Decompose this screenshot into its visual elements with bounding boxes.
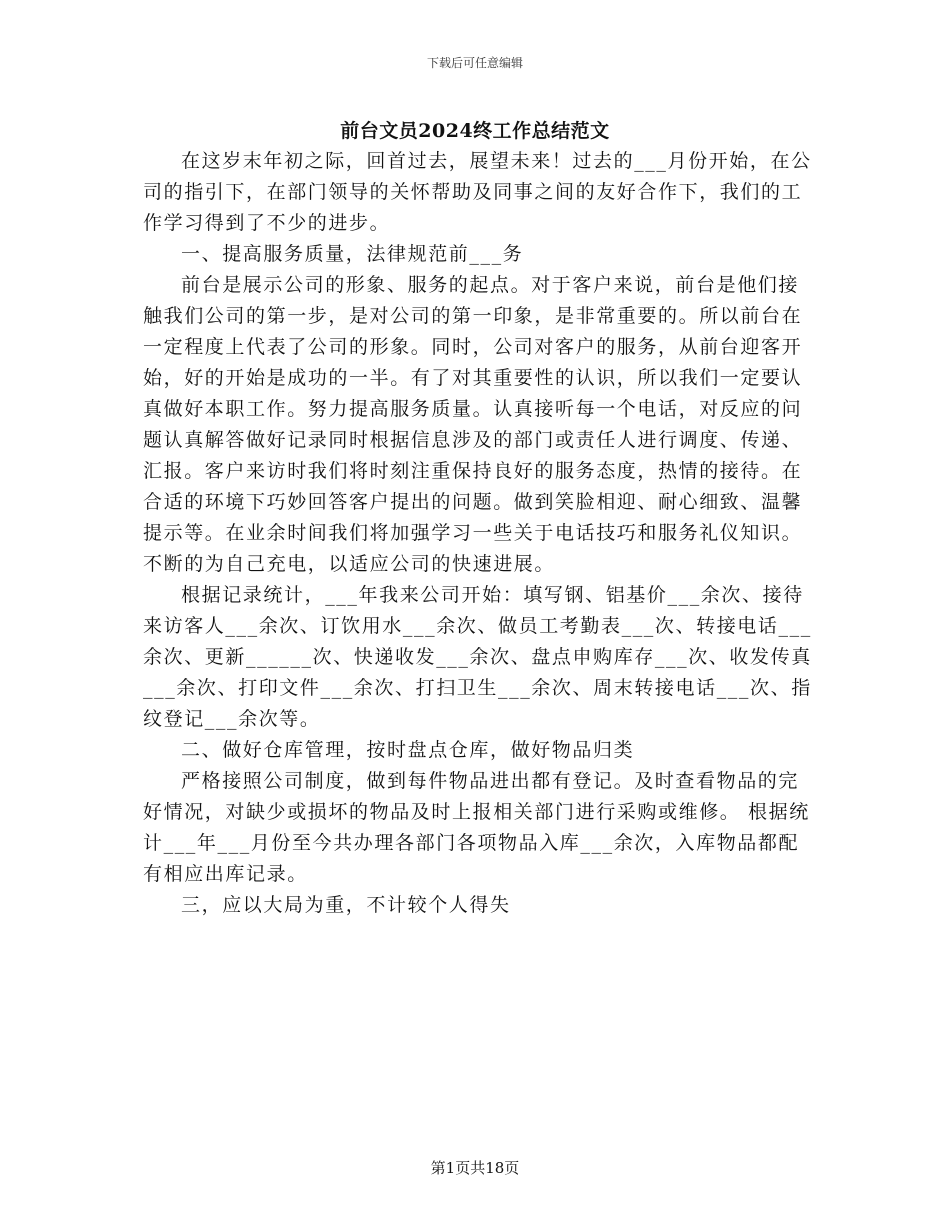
paragraph-statistics: 根据记录统计，___年我来公司开始：填写钢、铝基价___余次、接待来访客人___余次、订饮用水___余次、做员工考勤表___次、转接电话___余次、更新______次、快递收发___余次、盘点申购库存___次、收发传真___余次、打印文件___余次、打扫卫生___余次、周末转接电话___次、指纹登记___余次等。 (143, 584, 812, 730)
header-note: 下载后可任意编辑 (426, 56, 523, 70)
document-title: 前台文员2024终工作总结范文 (340, 120, 610, 142)
paragraph-intro: 在这岁末年初之际，回首过去，展望未来！过去的___月份开始，在公司的指引下，在部门领导的关怀帮助及同事之间的友好合作下，我们的工作学习得到了不少的进步。 (143, 150, 812, 234)
paragraph-front-desk: 前台是展示公司的形象、服务的起点。对于客户来说，前台是他们接触我们公司的第一步，是对公司的第一印象，是非常重要的。所以前台在一定程度上代表了公司的形象。同时，公司对客户的服务，从前台迎客开始，好的开始是成功的一半。有了对其重要性的认识，所以我们一定要认真做好本职工作。努力提高服务质量。认真接听每一个电话，对反应的问题认真解答做好记录同时根据信息涉及的部门或责任人进行调度、传递、汇报。客户来访时我们将时刻注重保持良好的服务态度，热情的接待。在合适的环境下巧妙回答客户提出的问题。做到笑脸相迎、耐心细致、温馨提示等。在业余时间我们将加强学习一些关于电话技巧和服务礼仪知识。不断的为自己充电，以适应公司的快速进展。 (143, 274, 803, 575)
section-heading-1: 一、提高服务质量，法律规范前___务 (181, 243, 524, 265)
section-heading-3: 三，应以大局为重，不计较个人得失 (181, 894, 511, 916)
document-body (143, 146, 815, 921)
section-heading-2: 二、做好仓库管理，按时盘点仓库，做好物品归类 (181, 739, 635, 761)
paragraph-warehouse: 严格接照公司制度，做到每件物品进出都有登记。及时查看物品的完好情况，对缺少或损坏的物品及时上报相关部门进行采购或维修。 根据统计___年___月份至今共办理各部门各项物品入库___余次，入库物品都配有相应出库记录。 (143, 770, 810, 885)
page-indicator: 第1页共18页 (430, 1159, 520, 1177)
